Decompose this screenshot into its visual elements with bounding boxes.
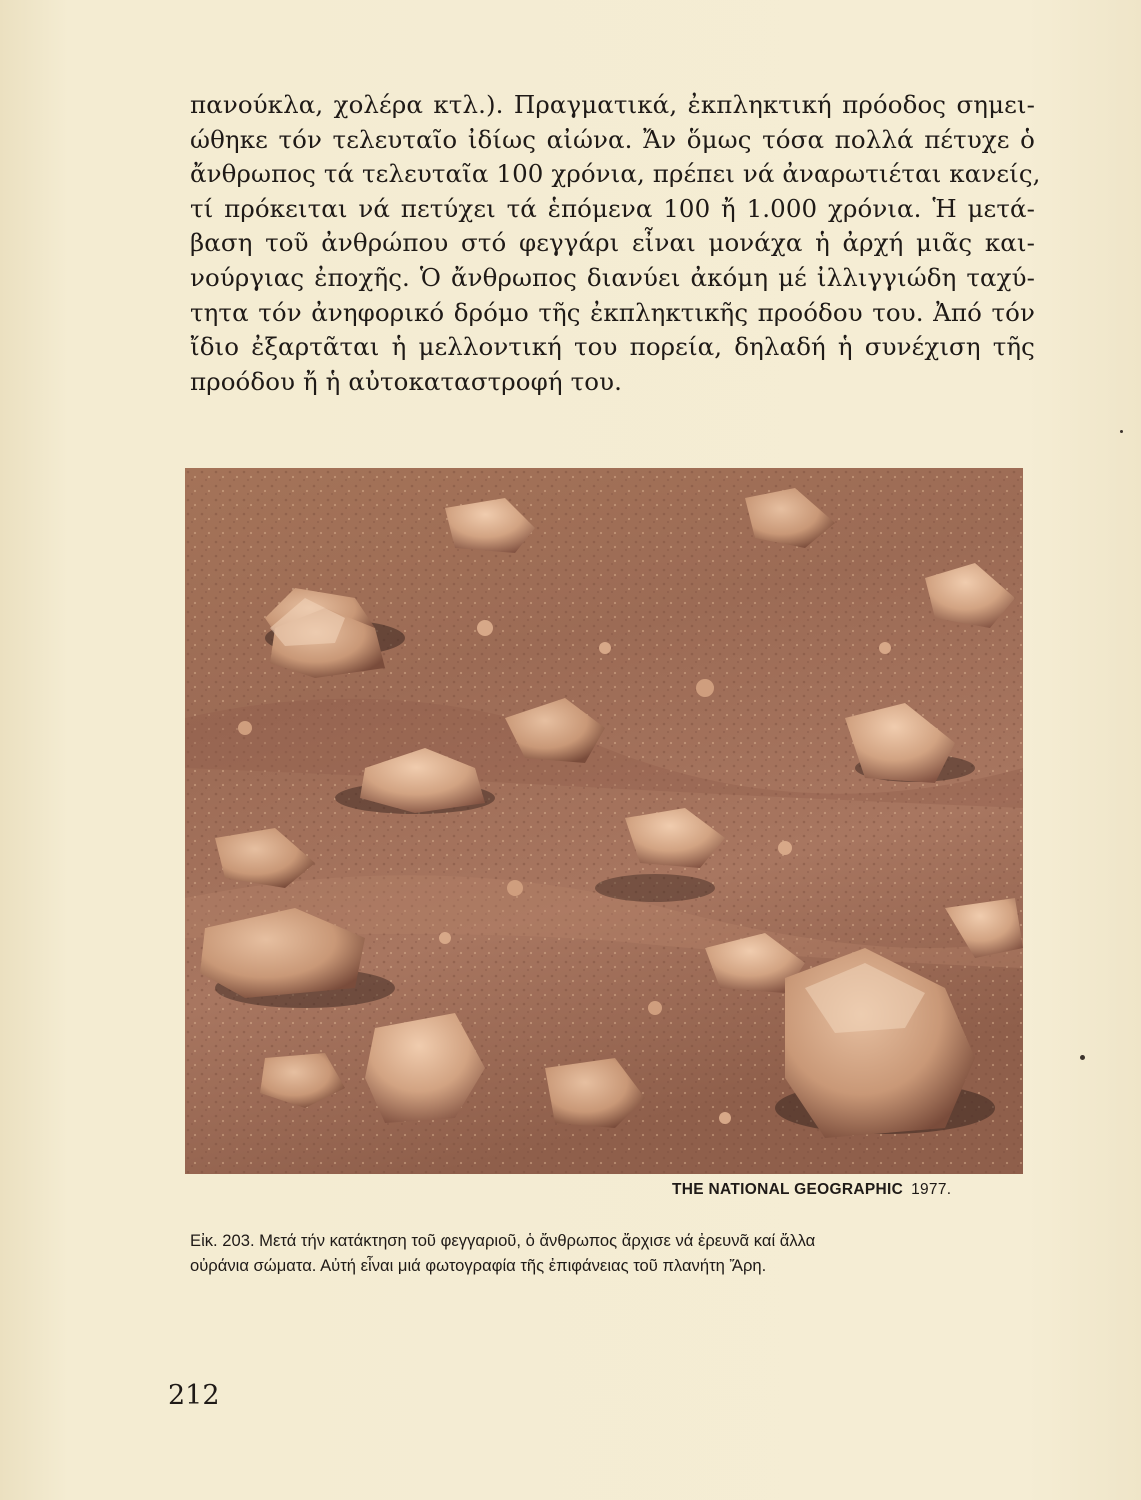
caption-line: οὐράνια σώματα. Αὐτή εἶναι μιά φωτογραφία τῆς ἐπιφάνειας τοῦ πλανήτη Ἄρη.	[190, 1256, 767, 1275]
body-line: τητα τόν ἀνηφορικό δρόμο τῆς ἐκπληκτικῆς προόδου του. Ἀπό τόν	[190, 297, 1035, 327]
paper-speck	[1080, 1055, 1085, 1060]
credit-source: THE NATIONAL GEOGRAPHIC	[672, 1181, 904, 1198]
paper-speck	[1120, 430, 1123, 433]
body-line: προόδου ἤ ἡ αὐτοκαταστροφή του.	[190, 366, 622, 396]
caption-line: Εἰκ. 203. Μετά τήν κατάκτηση τοῦ φεγγαριοῦ, ὁ ἄνθρωπος ἄρχισε νά ἐρευνᾶ καί ἄλλα	[190, 1231, 816, 1250]
body-line: βαση τοῦ ἀνθρώπου στό φεγγάρι εἶναι μονάχα ἡ ἀρχή μιᾶς και-	[190, 228, 1035, 258]
photo-credit	[672, 1181, 951, 1199]
mars-surface-photo	[185, 468, 1023, 1174]
body-line: ώθηκε τόν τελευταῖο ἰδίως αἰώνα. Ἄν ὅμως τόσα πολλά πέτυχε ὁ	[190, 124, 1035, 154]
figure-caption	[190, 1228, 1020, 1278]
body-paragraph	[190, 88, 1041, 399]
body-line: τί πρόκειται νά πετύχει τά ἑπόμενα 100 ἤ 1.000 χρόνια. Ἡ μετά-	[190, 193, 1035, 223]
body-line: πανούκλα, χολέρα κτλ.). Πραγματικά, ἐκπληκτική πρόοδος σημει-	[190, 90, 1035, 119]
page-number: 212	[168, 1380, 220, 1411]
body-line: ἄνθρωπος τά τελευταῖα 100 χρόνια, πρέπει νά ἀναρωτιέται κανείς,	[190, 159, 1041, 189]
body-line: ἴδιο ἐξαρτᾶται ἡ μελλοντική του πορεία, δηλαδή ἡ συνέχιση τῆς	[190, 332, 1035, 362]
credit-year: 1977.	[911, 1181, 952, 1198]
mars-surface-illustration	[185, 468, 1023, 1174]
body-line: νούργιας ἐποχῆς. Ὁ ἄνθρωπος διανύει ἀκόμη μέ ἰλλιγγιώδη ταχύ-	[190, 262, 1035, 292]
